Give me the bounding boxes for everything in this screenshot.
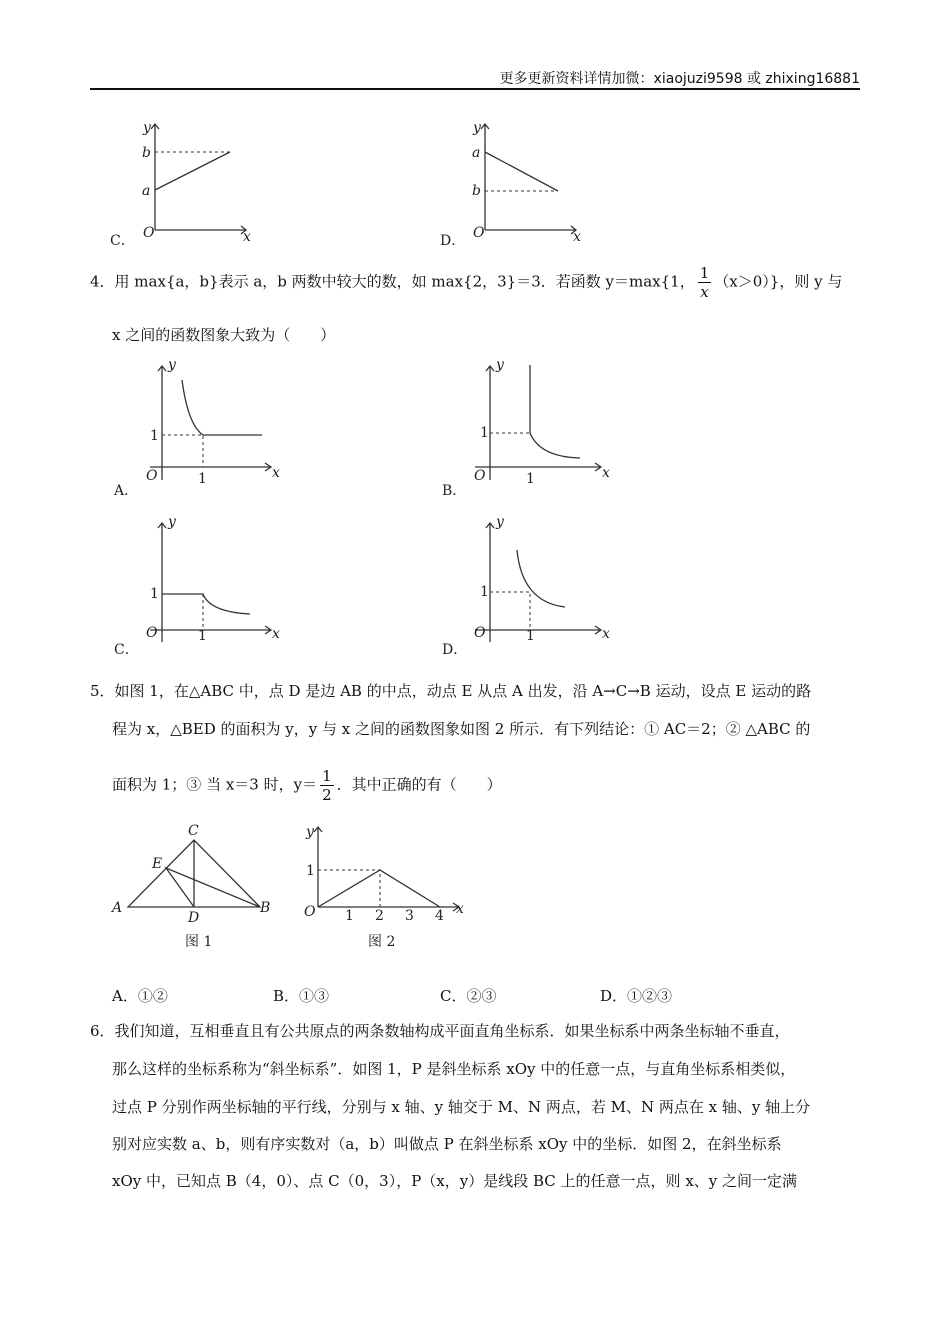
point-d-label: D: [188, 910, 200, 926]
q4-fraction-denominator: x: [700, 283, 709, 301]
svg-text:O: O: [474, 468, 486, 484]
q5-figure-2: [300, 820, 475, 950]
svg-text:y: y: [168, 357, 176, 373]
q5-line1: 5．如图 1，在△ABC 中，点 D 是边 AB 的中点，动点 E 从点 A 出发，沿 A→C→B 运动，设点 E 运动的路: [90, 682, 812, 700]
x-tick-1: 1: [198, 471, 207, 487]
option-c-label: C．: [110, 233, 135, 249]
option-c-label[interactable]: C．: [114, 642, 139, 658]
q5-figure-1: [110, 820, 280, 950]
header-rule: [90, 88, 860, 90]
x-tick-1: 1: [198, 628, 207, 644]
q5-line3-tail: ．其中正确的有（ ）: [336, 775, 502, 794]
q5-line3: [112, 767, 502, 804]
header-text: 更多更新资料详情加微：xiaojuzi9598 或 zhixing16881: [499, 71, 860, 87]
b-label: b: [142, 145, 151, 161]
q4-line1: [90, 264, 842, 301]
a-label: a: [142, 183, 151, 199]
q4-graph-c: [110, 512, 290, 662]
q4-fraction: [698, 264, 712, 301]
point-b-label: B: [260, 900, 271, 916]
svg-text:O: O: [146, 468, 158, 484]
q5-fraction-denominator: 2: [322, 786, 332, 804]
svg-text:y: y: [168, 514, 176, 530]
svg-text:y: y: [496, 357, 504, 373]
y-axis-label: y: [473, 120, 481, 136]
q6-line3: 过点 P 分别作两坐标轴的平行线，分别与 x 轴、y 轴交于 M、N 两点，若 M、N 两点在 x 轴、y 轴上分: [112, 1098, 811, 1116]
svg-text:x: x: [602, 626, 610, 642]
option-b-label[interactable]: B．: [442, 483, 467, 499]
q5-option-c[interactable]: C．②③: [440, 987, 497, 1005]
x-tick-1: 1: [526, 628, 535, 644]
q4-graph-a: [110, 355, 290, 505]
option-d-label: D．: [440, 233, 466, 249]
q5-fraction-numerator: 1: [322, 767, 332, 785]
option-d-label[interactable]: D．: [442, 642, 468, 658]
origin-label: O: [143, 225, 155, 241]
svg-text:y: y: [306, 824, 314, 840]
svg-text:y: y: [496, 514, 504, 530]
svg-text:x: x: [456, 901, 464, 917]
q4-graph-d: [440, 512, 620, 662]
q4-line1-tail: （x＞0）}，则 y 与: [714, 272, 843, 291]
x-tick: 1: [345, 908, 354, 924]
x-tick: 4: [435, 908, 444, 924]
q6-line5: xOy 中，已知点 B（4，0）、点 C（0，3），P（x，y）是线段 BC 上的任意一点，则 x、y 之间一定满: [112, 1172, 798, 1190]
svg-text:O: O: [304, 904, 316, 920]
svg-text:O: O: [474, 625, 486, 641]
y-axis-label: y: [143, 120, 151, 136]
q6-line4: 别对应实数 a、b，则有序实数对（a，b）叫做点 P 在斜坐标系 xOy 中的坐标．如图 2，在斜坐标系: [112, 1135, 782, 1153]
q5-option-d[interactable]: D．①②③: [600, 987, 673, 1005]
svg-text:O: O: [146, 625, 158, 641]
point-e-label: E: [152, 856, 163, 872]
svg-text:x: x: [602, 465, 610, 481]
y-tick-1: 1: [150, 586, 159, 602]
origin-label: O: [473, 225, 485, 241]
q6-line1: 6．我们知道，互相垂直且有公共原点的两条数轴构成平面直角坐标系．如果坐标系中两条坐标轴不垂直，: [90, 1022, 790, 1040]
q3-graph-d: [440, 115, 600, 250]
x-tick-1: 1: [526, 471, 535, 487]
x-axis-label: x: [573, 229, 581, 245]
b-label: b: [472, 183, 481, 199]
q4-line1-text: 4．用 max{a，b}表示 a，b 两数中较大的数，如 max{2，3}＝3．若函数 y＝max{1，: [90, 272, 695, 291]
q5-line3-text: 面积为 1；③ 当 x＝3 时，y＝: [112, 775, 318, 794]
q4-graph-b: [440, 355, 620, 505]
figure-2-caption: 图 2: [368, 934, 396, 950]
q5-option-b[interactable]: B．①③: [273, 987, 330, 1005]
q4-fraction-numerator: 1: [699, 264, 710, 282]
q5-option-a[interactable]: A．①②: [112, 987, 168, 1005]
figure-1-caption: 图 1: [185, 934, 213, 950]
q5-fraction: [320, 767, 334, 804]
x-tick: 2: [375, 908, 384, 924]
y-tick-1: 1: [150, 428, 159, 444]
svg-text:x: x: [272, 626, 280, 642]
option-a-label[interactable]: A．: [114, 483, 139, 499]
svg-text:x: x: [272, 465, 280, 481]
q4-line2: x 之间的函数图象大致为（ ）: [112, 326, 336, 344]
point-c-label: C: [188, 823, 199, 839]
x-axis-label: x: [243, 229, 251, 245]
y-tick-1: 1: [306, 863, 315, 879]
q3-graph-c: [110, 115, 270, 250]
a-label: a: [472, 145, 481, 161]
y-tick-1: 1: [480, 584, 489, 600]
q6-line2: 那么这样的坐标系称为“斜坐标系”．如图 1，P 是斜坐标系 xOy 中的任意一点，与直角坐标系相类似，: [112, 1060, 796, 1078]
y-tick-1: 1: [480, 425, 489, 441]
point-a-label: A: [112, 900, 123, 916]
q5-line2: 程为 x，△BED 的面积为 y，y 与 x 之间的函数图象如图 2 所示．有下列结论：① AC＝2；② △ABC 的: [112, 720, 811, 738]
x-tick: 3: [405, 908, 414, 924]
